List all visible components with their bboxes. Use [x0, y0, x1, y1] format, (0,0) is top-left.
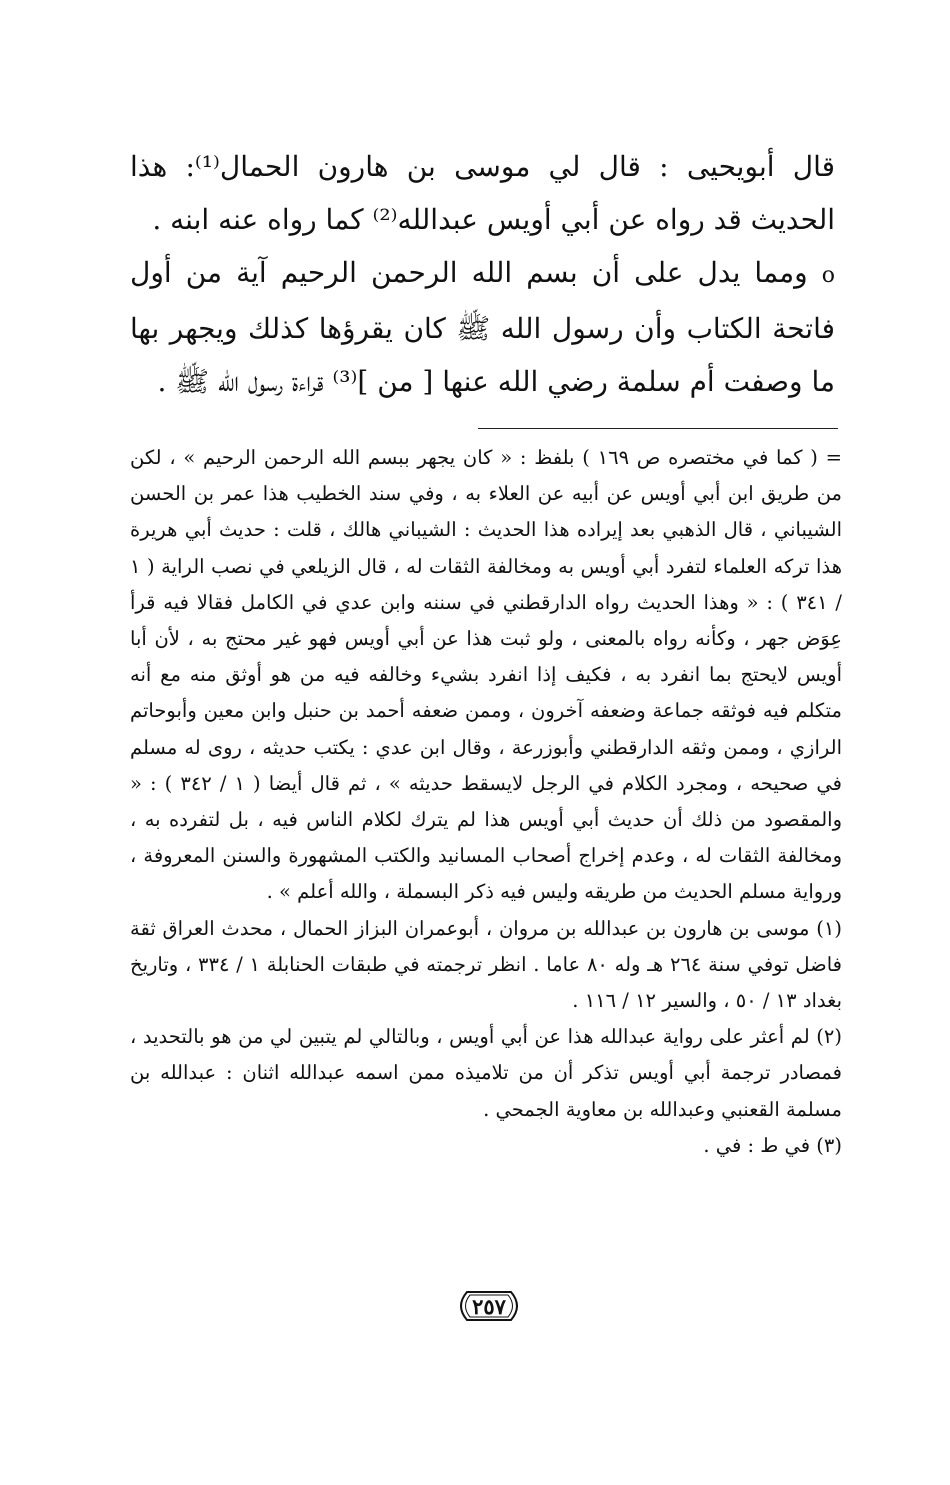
footnote-2: (٢) لم أعثر على رواية عبدالله هذا عن أبي أويس ، وبالتالي لم يتبين لي من هو بالتحديد ، فمصادر ترجمة أبي أويس تذكر أن من تلاميذه ممن اسمه عبدالله اثنان : عبدالله بن مسلمة القعنبي وعبدالله بن معاوية الجمحي .	[130, 1025, 842, 1121]
footnote-separator	[478, 428, 838, 429]
footnote-1: (١) موسى بن هارون بن عبدالله بن مروان ، أبوعمران البزاز الحمال ، محدث العراق ثقة فاضل توفي سنة ٢٦٤ هـ وله ٨٠ عاما . انظر ترجمته في طبقات الحنابلة ١ / ٣٣٤ ، وتاريخ بغداد ١٣ / ٥٠ ، والسير ١٢ / ١١٦ .	[130, 916, 842, 1013]
footnote-3: (٣) في ط : في .	[703, 1133, 842, 1157]
main-paragraph-2-text: ومما يدل على أن بسم الله الرحمن الرحيم آية من أول فاتحة الكتاب وأن رسول الله ﷺ كان يقرؤها كذلك ويجهر بها ما وصفت أم سلمة رضي الله عنها [ من ]⁽³⁾ قراءة رسول الله ﷺ .	[130, 256, 835, 398]
main-paragraph-2	[130, 246, 835, 408]
footnote-continuation: = ( كما في مختصره ص ١٦٩ ) بلفظ : « كان يجهر ببسم الله الرحمن الرحيم » ، لكن من طريق ابن أبي أويس عن أبيه عن العلاء به ، وفي سند الخطيب هذا عمر بن الحسن الشيباني ، قال الذهبي بعد إيراده هذا الحديث : الشيباني هالك ، قلت : حديث أبي هريرة هذا تركه العلماء لتفرد أبي أويس به ومخالفة الثقات له ، قال الزيلعي في نصب الراية ( ١ / ٣٤١ ) : « وهذا الحديث رواه الدارقطني في سننه وابن عدي في الكامل فقالا فيه قرأ عِوَض جهر ، وكأنه رواه بالمعنى ، ولو ثبت هذا عن أبي أويس فهو غير محتج به ، لأن أبا أويس لايحتج بما انفرد به ، فكيف إذا انفرد بشيء وخالفه فيه من هو أوثق منه مع أنه متكلم فيه فوثقه جماعة وضعفه آخرون ، وممن ضعفه أحمد بن حنبل وابن معين وأبوحاتم الرازي ، وممن وثقه الدارقطني وأبوزرعة ، وقال ابن عدي : يكتب حديثه ، روى له مسلم في صحيحه ، ومجرد الكلام في الرجل لايسقط حديثه » ، ثم قال أيضا ( ١ / ٣٤٢ ) : « والمقصود من ذلك أن حديث أبي أويس هذا لم يترك لكلام الناس فيه ، بل لتفرده به ، ومخالفة الثقات له ، وعدم إخراج أصحاب المسانيد والكتب المشهورة والسنن المعروفة ، ورواية مسلم الحديث من طريقه وليس فيه ذكر البسملة ، والله أعلم » .	[130, 446, 843, 904]
page-number-text: ٢٥٧	[472, 1293, 506, 1319]
main-text	[130, 140, 835, 408]
circle-marker-icon: o	[821, 263, 835, 288]
main-paragraph-1: قال أبويحيى : قال لي موسى بن هارون الحمال⁽¹⁾: هذا الحديث قد رواه عن أبي أويس عبدالله⁽²⁾ كما رواه عنه ابنه .	[130, 150, 836, 236]
footnotes	[130, 440, 842, 1164]
page-number	[453, 1289, 525, 1323]
